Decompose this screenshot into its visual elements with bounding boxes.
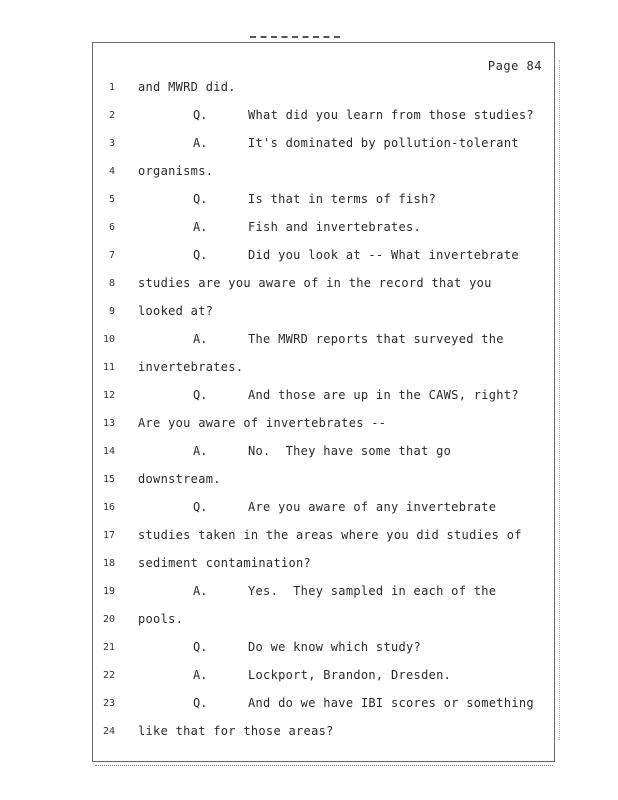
line-text: And do we have IBI scores or something [248,696,534,710]
line-number: 16 [102,502,115,513]
transcript-line [93,387,556,407]
line-text: It's dominated by pollution-tolerant [248,136,519,150]
line-number: 12 [102,390,115,401]
line-text: And those are up in the CAWS, right? [248,388,519,402]
line-number: 15 [102,474,115,485]
speaker-label: Q. [193,248,208,262]
speaker-label: A. [193,668,208,682]
line-text: downstream. [138,472,221,486]
line-text: Do we know which study? [248,640,422,654]
line-number: 19 [102,586,115,597]
line-text: Lockport, Brandon, Dresden. [248,668,452,682]
transcript-line [93,639,556,659]
transcript-line [93,331,556,351]
transcript-line [93,723,556,743]
line-number: 20 [102,614,115,625]
transcript-line [93,247,556,267]
line-number: 7 [108,250,115,261]
speaker-label: Q. [193,640,208,654]
transcript-line [93,135,556,155]
line-number: 8 [108,278,115,289]
transcript-frame [92,42,555,762]
line-text: looked at? [138,304,214,318]
speaker-label: Q. [193,500,208,514]
line-number: 5 [108,194,115,205]
line-number: 3 [108,138,115,149]
speaker-label: Q. [193,388,208,402]
line-text: and MWRD did. [138,80,236,94]
line-number: 4 [108,166,115,177]
line-number: 24 [102,726,115,737]
line-number: 23 [102,698,115,709]
line-number: 14 [102,446,115,457]
transcript-line [93,695,556,715]
line-text: Did you look at -- What invertebrate [248,248,519,262]
line-number: 6 [108,222,115,233]
line-text: Fish and invertebrates. [248,220,422,234]
transcript-line [93,163,556,183]
transcript-line [93,471,556,491]
transcript-line [93,443,556,463]
transcript-line [93,611,556,631]
line-text: Yes. They sampled in each of the [248,584,497,598]
line-number: 18 [102,558,115,569]
transcript-line [93,415,556,435]
line-text: like that for those areas? [138,724,334,738]
transcript-line [93,583,556,603]
speaker-label: Q. [193,192,208,206]
line-text: studies taken in the areas where you did studies of [138,528,522,542]
transcript-line [93,667,556,687]
transcript-line [93,275,556,295]
transcript-line [93,555,556,575]
line-text: The MWRD reports that surveyed the [248,332,504,346]
line-number: 11 [102,362,115,373]
transcript-line [93,359,556,379]
line-number: 9 [108,306,115,317]
transcript-line [93,219,556,239]
line-text: organisms. [138,164,214,178]
transcript-line [93,79,556,99]
line-text: invertebrates. [138,360,244,374]
bottom-scan-noise [95,765,553,768]
page-number: Page 84 [487,59,542,73]
transcript-line [93,499,556,519]
speaker-label: A. [193,220,208,234]
line-number: 2 [108,110,115,121]
speaker-label: Q. [193,696,208,710]
line-text: sediment contamination? [138,556,312,570]
line-text: Is that in terms of fish? [248,192,437,206]
line-number: 10 [102,334,115,345]
transcript-line [93,191,556,211]
line-number: 1 [108,82,115,93]
speaker-label: A. [193,332,208,346]
transcript-line [93,303,556,323]
line-number: 17 [102,530,115,541]
speaker-label: A. [193,444,208,458]
line-text: Are you aware of any invertebrate [248,500,497,514]
speaker-label: A. [193,584,208,598]
line-text: Are you aware of invertebrates -- [138,416,387,430]
line-number: 13 [102,418,115,429]
line-text: No. They have some that go [248,444,452,458]
right-margin-scan-marks [559,60,562,740]
line-number: 21 [102,642,115,653]
transcript-line [93,107,556,127]
line-text: What did you learn from those studies? [248,108,534,122]
speaker-label: A. [193,136,208,150]
transcript-line [93,527,556,547]
line-number: 22 [102,670,115,681]
line-text: pools. [138,612,184,626]
line-text: studies are you aware of in the record that you [138,276,492,290]
speaker-label: Q. [193,108,208,122]
